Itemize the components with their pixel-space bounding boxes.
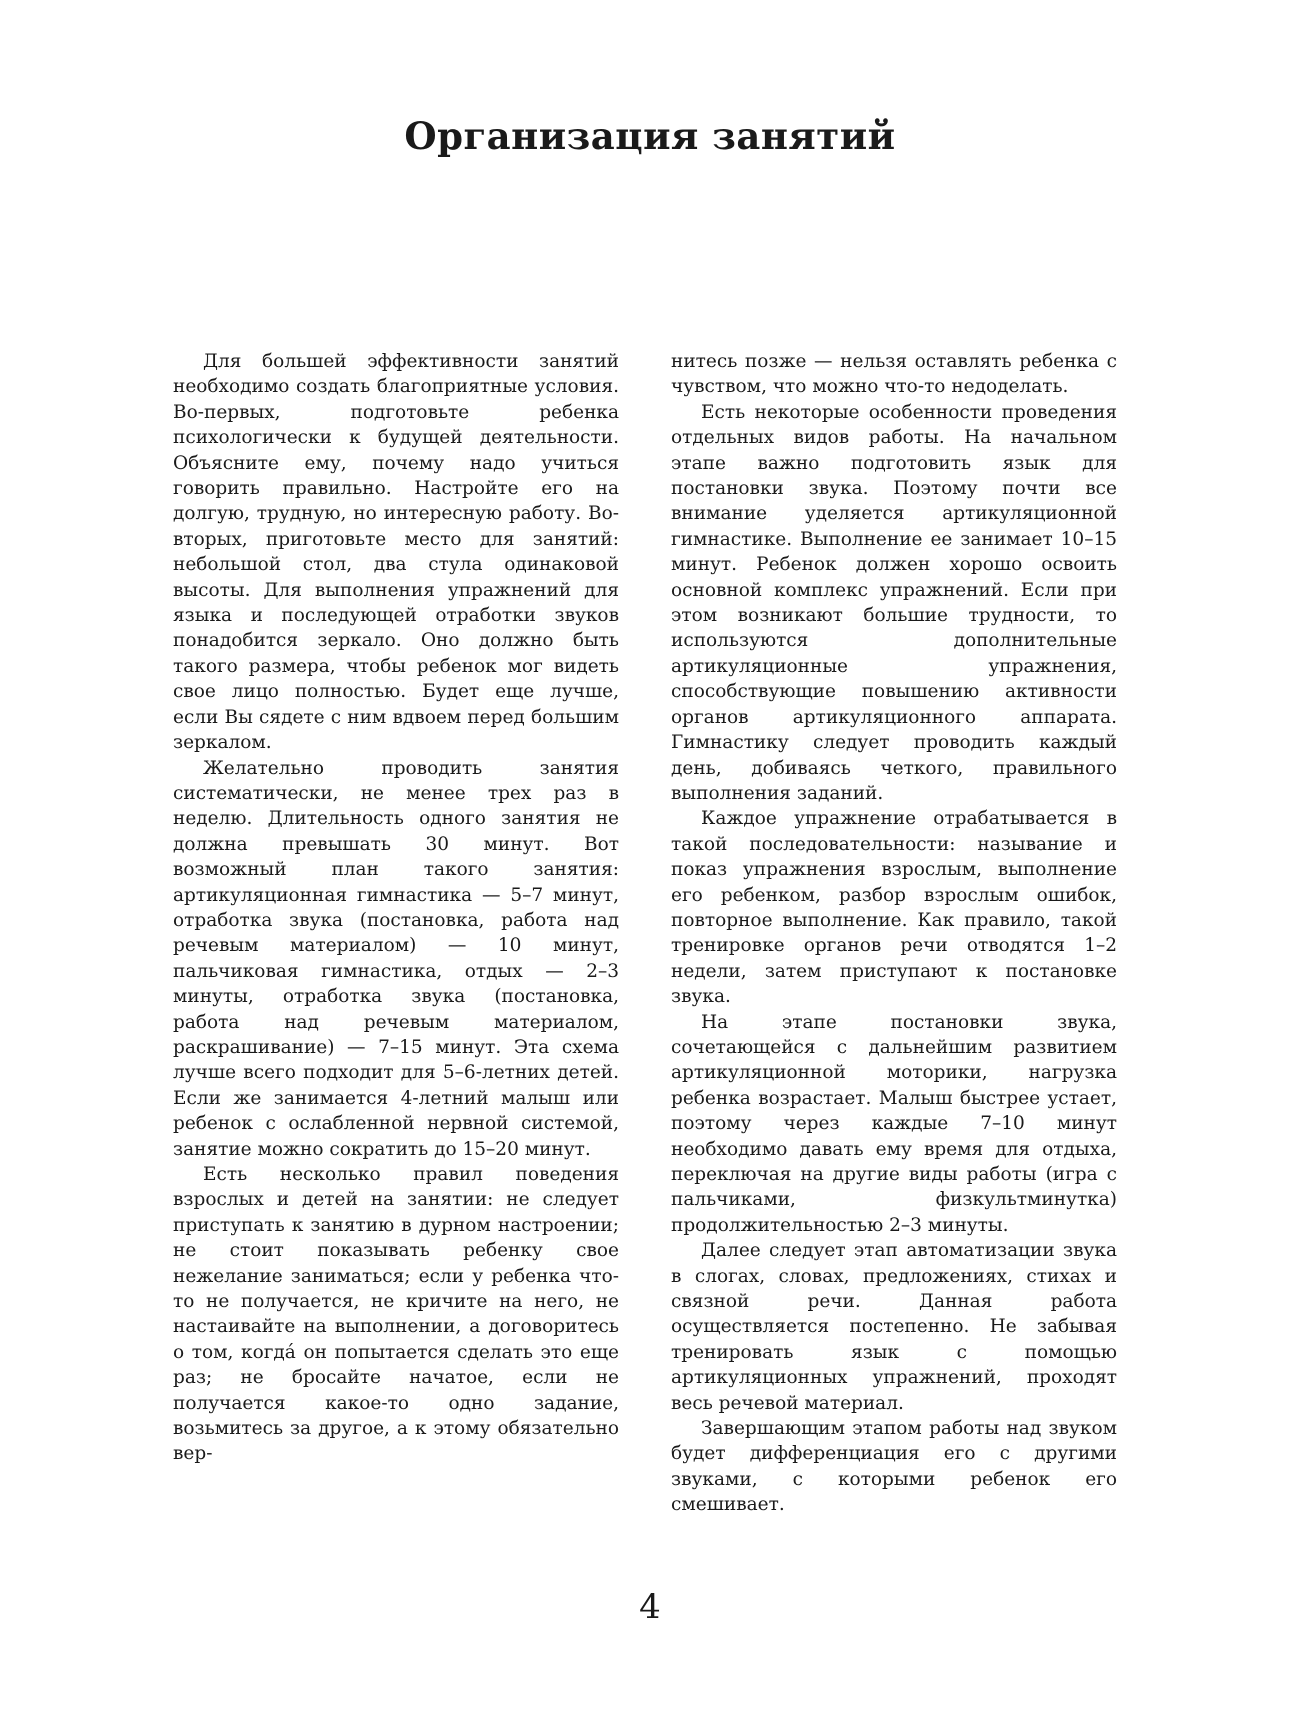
paragraph: Далее следует этап автоматизации звука в слогах, словах, предложениях, стихах и связной речи. Данная работа осуществляется постепенно. Не забывая тренировать язык с помощью артикуляционных упражнений, проходят весь речевой материал.: [671, 1240, 1117, 1414]
paragraph: Есть несколько правил поведения взрослых и детей на занятии: не следует приступать к занятию в дурном настроении; не стоит показывать ребенку свое нежелание заниматься; если у ребенка что-то не получается, не кричите на него, не настаивайте на выполнении, а договоритесь о том, когда́ он попытается сделать это еще раз; не бросайте начатое, если не получается какое-то одно задание, возьмитесь за другое, а к этому обязательно вер-: [173, 1164, 619, 1465]
paragraph: Есть некоторые особенности проведения отдельных видов работы. На начальном этапе важно подготовить язык для постановки звука. Поэтому почти все внимание уделяется артикуляционной гимнастике. Выполнение ее занимает 10–15 минут. Ребенок должен хорошо освоить основной комплекс упражнений. Если при этом возникают большие трудности, то используются дополнительные артикуляционные упражнения, способствующие повышению активности органов артикуляционного аппарата. Гимнастику следует проводить каждый день, добиваясь четкого, правильного выполнения заданий.: [671, 401, 1117, 804]
paragraph: На этапе постановки звука, сочетающейся с дальнейшим развитием артикуляционной моторики, нагрузка ребенка возрастает. Малыш быстрее устает, поэтому через каждые 7–10 минут необходимо давать ему время для отдыха, переключая на другие виды работы (игра с пальчиками, физкультминутка) продолжительностью 2–3 минуты.: [671, 1011, 1117, 1236]
text-column-right: [671, 349, 1117, 1518]
paragraph: Каждое упражнение отрабатывается в такой последовательности: называние и показ упражнения взрослым, выполнение его ребенком, разбор взрослым ошибок, повторное выполнение. Как правило, такой тренировке органов речи отводятся 1–2 недели, затем приступают к постановке звука.: [671, 808, 1117, 1008]
page-title: Организация занятий: [404, 114, 896, 158]
paragraph: Завершающим этапом работы над звуком будет дифференциация его с другими звуками, с которыми ребенок его смешивает.: [671, 1418, 1117, 1516]
paragraph-continuation: нитесь позже — нельзя оставлять ребенка с чувством, что можно что-то недоделать.: [671, 351, 1117, 398]
page-number: 4: [639, 1587, 661, 1627]
text-column-left: [173, 349, 619, 1467]
paragraph: Желательно проводить занятия систематически, не менее трех раз в неделю. Длительность одного занятия не должна превышать 30 минут. Вот возможный план такого занятия: артикуляционная гимнастика — 5–7 минут, отработка звука (постановка, работа над речевым материалом) — 10 минут, пальчиковая гимнастика, отдых — 2–3 минуты, отработка звука (постановка, работа над речевым материалом, раскрашивание) — 7–15 минут. Эта схема лучше всего подходит для 5–6-летних детей. Если же занимается 4-летний малыш или ребенок с ослабленной нервной системой, занятие можно сократить до 15–20 минут.: [173, 757, 619, 1160]
paragraph: Для большей эффективности занятий необходимо создать благоприятные условия. Во-первых, подготовьте ребенка психологически к будущей деятельности. Объясните ему, почему надо учиться говорить правильно. Настройте его на долгую, трудную, но интересную работу. Во-вторых, приготовьте место для занятий: небольшой стол, два стула одинаковой высоты. Для выполнения упражнений для языка и последующей отработки звуков понадобится зеркало. Оно должно быть такого размера, чтобы ребенок мог видеть свое лицо полностью. Будет еще лучше, если Вы сядете с ним вдвоем перед большим зеркалом.: [173, 351, 619, 754]
